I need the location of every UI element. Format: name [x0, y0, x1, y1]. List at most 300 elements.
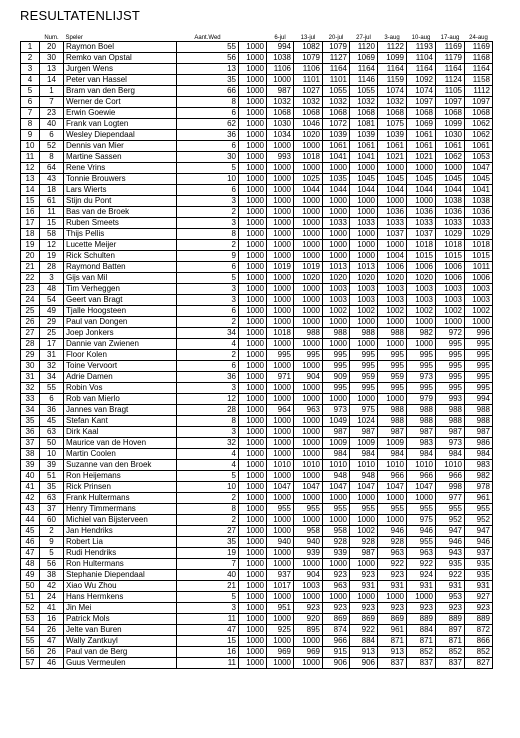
- rating-13-jul: 1000: [294, 416, 323, 427]
- rank-cell: 50: [21, 581, 40, 592]
- number-cell: 8: [40, 152, 64, 163]
- rating-24-aug: 935: [465, 559, 493, 570]
- rating-27-jul: 1041: [350, 152, 378, 163]
- start-rating-cell: 1000: [239, 482, 267, 493]
- rating-17-aug: 995: [436, 383, 465, 394]
- rank-cell: 7: [21, 108, 40, 119]
- rating-17-aug: 1018: [436, 240, 465, 251]
- games-count-cell: 4: [177, 339, 239, 350]
- table-row: [21, 273, 493, 284]
- rank-cell: 47: [21, 548, 40, 559]
- rating-20-jul: 1000: [323, 196, 350, 207]
- rating-6-jul: 1000: [267, 196, 294, 207]
- player-name-cell: Floor Kolen: [64, 350, 177, 361]
- start-rating-cell: 1000: [239, 273, 267, 284]
- rating-27-jul: 869: [350, 614, 378, 625]
- column-header: Speler: [65, 35, 83, 41]
- rating-10-aug: 987: [407, 427, 436, 438]
- rating-17-aug: 923: [436, 603, 465, 614]
- rating-13-jul: 1027: [294, 86, 323, 97]
- rating-27-jul: 995: [350, 361, 378, 372]
- rating-6-jul: 1000: [267, 251, 294, 262]
- rating-24-aug: 1038: [465, 196, 493, 207]
- rating-24-aug: 1000: [465, 317, 493, 328]
- number-cell: 30: [40, 53, 64, 64]
- rating-6-jul: 964: [267, 405, 294, 416]
- rating-17-aug: 1179: [436, 53, 465, 64]
- rating-13-jul: 1000: [294, 383, 323, 394]
- start-rating-cell: 1000: [239, 405, 267, 416]
- rating-27-jul: 1000: [350, 207, 378, 218]
- number-cell: 38: [40, 570, 64, 581]
- rating-20-jul: 1127: [323, 53, 350, 64]
- player-name-cell: Jelte van Buren: [64, 625, 177, 636]
- games-count-cell: 10: [177, 174, 239, 185]
- table-row: [21, 592, 493, 603]
- rating-24-aug: 984: [465, 449, 493, 460]
- player-name-cell: Robin Vos: [64, 383, 177, 394]
- rank-cell: 48: [21, 559, 40, 570]
- player-name-cell: Ruben Smeets: [64, 218, 177, 229]
- player-name-cell: Michiel van Bijsterveen: [64, 515, 177, 526]
- rating-27-jul: 975: [350, 405, 378, 416]
- rating-13-jul: 1046: [294, 119, 323, 130]
- table-row: [21, 174, 493, 185]
- rating-17-aug: 1003: [436, 295, 465, 306]
- rating-10-aug: 1061: [407, 141, 436, 152]
- rating-6-jul: 1000: [267, 229, 294, 240]
- rating-20-jul: 1010: [323, 460, 350, 471]
- rating-17-aug: 995: [436, 339, 465, 350]
- rank-cell: 2: [21, 53, 40, 64]
- rating-10-aug: 1068: [407, 108, 436, 119]
- rating-6-jul: 1038: [267, 53, 294, 64]
- start-rating-cell: 1000: [239, 658, 267, 669]
- rating-3-aug: 966: [378, 471, 407, 482]
- rating-27-jul: 1081: [350, 119, 378, 130]
- games-count-cell: 27: [177, 526, 239, 537]
- rank-cell: 1: [21, 42, 40, 53]
- rating-3-aug: 1000: [378, 515, 407, 526]
- table-row: [21, 240, 493, 251]
- start-rating-cell: 1000: [239, 295, 267, 306]
- rating-6-jul: 1000: [267, 471, 294, 482]
- rating-17-aug: 1164: [436, 64, 465, 75]
- table-row: [21, 361, 493, 372]
- number-cell: 51: [40, 471, 64, 482]
- number-cell: 42: [40, 581, 64, 592]
- player-name-cell: Maurice van de Hoven: [64, 438, 177, 449]
- number-cell: 16: [40, 614, 64, 625]
- rating-13-jul: 1000: [294, 658, 323, 669]
- number-cell: 40: [40, 119, 64, 130]
- start-rating-cell: 1000: [239, 284, 267, 295]
- rank-cell: 45: [21, 526, 40, 537]
- number-cell: 26: [40, 647, 64, 658]
- rating-3-aug: 1009: [378, 438, 407, 449]
- player-name-cell: Bas van de Broek: [64, 207, 177, 218]
- rank-cell: 26: [21, 317, 40, 328]
- rating-17-aug: 852: [436, 647, 465, 658]
- start-rating-cell: 1000: [239, 471, 267, 482]
- rating-13-jul: 1020: [294, 130, 323, 141]
- rating-17-aug: 977: [436, 493, 465, 504]
- number-cell: 3: [40, 273, 64, 284]
- rating-3-aug: 1099: [378, 53, 407, 64]
- table-row: [21, 75, 493, 86]
- rating-10-aug: 1036: [407, 207, 436, 218]
- rating-6-jul: 969: [267, 647, 294, 658]
- rating-24-aug: 1036: [465, 207, 493, 218]
- rating-17-aug: 987: [436, 427, 465, 438]
- games-count-cell: 2: [177, 515, 239, 526]
- rating-24-aug: 923: [465, 603, 493, 614]
- rating-13-jul: 969: [294, 647, 323, 658]
- rating-13-jul: 963: [294, 405, 323, 416]
- rating-6-jul: 951: [267, 603, 294, 614]
- rating-24-aug: 1006: [465, 273, 493, 284]
- rating-10-aug: 1000: [407, 493, 436, 504]
- number-cell: 18: [40, 185, 64, 196]
- rating-24-aug: 1041: [465, 185, 493, 196]
- rank-cell: 28: [21, 339, 40, 350]
- rating-17-aug: 1099: [436, 119, 465, 130]
- rank-cell: 37: [21, 438, 40, 449]
- rating-6-jul: 1000: [267, 658, 294, 669]
- rating-27-jul: 1009: [350, 438, 378, 449]
- rating-24-aug: 852: [465, 647, 493, 658]
- rating-10-aug: 995: [407, 350, 436, 361]
- rating-27-jul: 988: [350, 328, 378, 339]
- rating-27-jul: 995: [350, 350, 378, 361]
- rank-cell: 49: [21, 570, 40, 581]
- games-count-cell: 13: [177, 64, 239, 75]
- rating-27-jul: 1003: [350, 295, 378, 306]
- rating-6-jul: 1000: [267, 438, 294, 449]
- games-count-cell: 8: [177, 97, 239, 108]
- player-name-cell: Henry Timmermans: [64, 504, 177, 515]
- rating-10-aug: 1047: [407, 482, 436, 493]
- games-count-cell: 62: [177, 119, 239, 130]
- rating-13-jul: 1000: [294, 218, 323, 229]
- rating-24-aug: 1169: [465, 42, 493, 53]
- rating-10-aug: 1018: [407, 240, 436, 251]
- rating-20-jul: 963: [323, 581, 350, 592]
- number-cell: 48: [40, 284, 64, 295]
- rank-cell: 3: [21, 64, 40, 75]
- rating-3-aug: 1000: [378, 317, 407, 328]
- rank-cell: 5: [21, 86, 40, 97]
- start-rating-cell: 1000: [239, 603, 267, 614]
- rating-27-jul: 1000: [350, 317, 378, 328]
- column-header: [21, 33, 40, 42]
- number-cell: 32: [40, 361, 64, 372]
- rating-10-aug: 966: [407, 471, 436, 482]
- player-name-cell: Dirk Kaal: [64, 427, 177, 438]
- number-cell: 63: [40, 427, 64, 438]
- games-count-cell: 3: [177, 196, 239, 207]
- table-row: [21, 251, 493, 262]
- number-cell: 6: [40, 394, 64, 405]
- start-rating-cell: 1000: [239, 97, 267, 108]
- rating-27-jul: 1010: [350, 460, 378, 471]
- rating-10-aug: 1037: [407, 229, 436, 240]
- rank-cell: 57: [21, 658, 40, 669]
- rank-cell: 52: [21, 603, 40, 614]
- games-count-cell: 5: [177, 273, 239, 284]
- rating-27-jul: 1003: [350, 284, 378, 295]
- number-cell: 43: [40, 174, 64, 185]
- rating-10-aug: 852: [407, 647, 436, 658]
- rating-10-aug: 988: [407, 405, 436, 416]
- player-name-cell: Jurgen Wens: [64, 64, 177, 75]
- rating-10-aug: 983: [407, 438, 436, 449]
- rating-13-jul: 1010: [294, 460, 323, 471]
- rating-3-aug: 1037: [378, 229, 407, 240]
- rating-13-jul: 1000: [294, 196, 323, 207]
- rank-cell: 21: [21, 262, 40, 273]
- rating-24-aug: 827: [465, 658, 493, 669]
- player-name-cell: Paul van Dongen: [64, 317, 177, 328]
- rating-13-jul: 895: [294, 625, 323, 636]
- table-row: [21, 537, 493, 548]
- games-count-cell: 3: [177, 284, 239, 295]
- player-name-cell: Xiao Wu Zhou: [64, 581, 177, 592]
- games-count-cell: 21: [177, 581, 239, 592]
- number-cell: 50: [40, 438, 64, 449]
- table-row: [21, 482, 493, 493]
- rating-17-aug: 931: [436, 581, 465, 592]
- rating-17-aug: 889: [436, 614, 465, 625]
- games-count-cell: 8: [177, 416, 239, 427]
- rating-27-jul: 1068: [350, 108, 378, 119]
- rating-27-jul: 1045: [350, 174, 378, 185]
- rating-6-jul: 1030: [267, 119, 294, 130]
- player-name-cell: Martin Coolen: [64, 449, 177, 460]
- rating-24-aug: 1097: [465, 97, 493, 108]
- rank-cell: 29: [21, 350, 40, 361]
- rank-cell: 11: [21, 152, 40, 163]
- rating-17-aug: 1002: [436, 306, 465, 317]
- games-count-cell: 2: [177, 317, 239, 328]
- rating-10-aug: 975: [407, 515, 436, 526]
- number-cell: 36: [40, 405, 64, 416]
- games-count-cell: 3: [177, 218, 239, 229]
- rating-10-aug: 1002: [407, 306, 436, 317]
- rating-13-jul: 1106: [294, 64, 323, 75]
- player-name-cell: Toine Vervoort: [64, 361, 177, 372]
- rating-17-aug: 1036: [436, 207, 465, 218]
- table-row: [21, 526, 493, 537]
- games-count-cell: 9: [177, 251, 239, 262]
- rating-13-jul: 1000: [294, 449, 323, 460]
- rating-17-aug: 1033: [436, 218, 465, 229]
- games-count-cell: 3: [177, 295, 239, 306]
- rating-10-aug: 1003: [407, 284, 436, 295]
- rating-27-jul: 987: [350, 427, 378, 438]
- rating-3-aug: 987: [378, 427, 407, 438]
- rating-10-aug: 923: [407, 603, 436, 614]
- number-cell: 5: [40, 548, 64, 559]
- rating-6-jul: 1000: [267, 284, 294, 295]
- rating-24-aug: 996: [465, 328, 493, 339]
- column-header: 6-jul: [274, 35, 286, 41]
- rating-13-jul: 1000: [294, 141, 323, 152]
- rank-cell: 17: [21, 218, 40, 229]
- start-rating-cell: 1000: [239, 636, 267, 647]
- rating-20-jul: 984: [323, 449, 350, 460]
- rating-3-aug: 959: [378, 372, 407, 383]
- number-cell: 61: [40, 196, 64, 207]
- games-count-cell: 4: [177, 460, 239, 471]
- table-row: [21, 625, 493, 636]
- rating-13-jul: 939: [294, 548, 323, 559]
- rating-24-aug: 872: [465, 625, 493, 636]
- start-rating-cell: 1000: [239, 119, 267, 130]
- rating-20-jul: 1044: [323, 185, 350, 196]
- rating-3-aug: 1045: [378, 174, 407, 185]
- start-rating-cell: 1000: [239, 53, 267, 64]
- rating-3-aug: 928: [378, 537, 407, 548]
- rating-13-jul: 1000: [294, 559, 323, 570]
- rating-20-jul: 1047: [323, 482, 350, 493]
- rating-13-jul: 1000: [294, 471, 323, 482]
- rating-3-aug: 1000: [378, 196, 407, 207]
- rating-10-aug: 1010: [407, 460, 436, 471]
- rating-17-aug: 1010: [436, 460, 465, 471]
- rating-27-jul: 995: [350, 383, 378, 394]
- rating-20-jul: 928: [323, 537, 350, 548]
- rating-10-aug: 979: [407, 394, 436, 405]
- rating-17-aug: 947: [436, 526, 465, 537]
- rank-cell: 46: [21, 537, 40, 548]
- rating-17-aug: 952: [436, 515, 465, 526]
- rank-cell: 40: [21, 471, 40, 482]
- rating-3-aug: 1068: [378, 108, 407, 119]
- rank-cell: 42: [21, 493, 40, 504]
- rank-cell: 18: [21, 229, 40, 240]
- rating-6-jul: 1019: [267, 262, 294, 273]
- player-name-cell: Gijs van Mil: [64, 273, 177, 284]
- rating-24-aug: 995: [465, 339, 493, 350]
- rating-13-jul: 1032: [294, 97, 323, 108]
- rating-6-jul: 1034: [267, 130, 294, 141]
- games-count-cell: 5: [177, 163, 239, 174]
- rating-20-jul: 1000: [323, 592, 350, 603]
- start-rating-cell: 1000: [239, 42, 267, 53]
- number-cell: 12: [40, 240, 64, 251]
- column-header: Num.: [44, 35, 59, 41]
- games-count-cell: 12: [177, 394, 239, 405]
- rating-24-aug: 1033: [465, 218, 493, 229]
- rating-24-aug: 978: [465, 482, 493, 493]
- rank-cell: 43: [21, 504, 40, 515]
- header-row: [21, 33, 493, 42]
- rating-3-aug: 913: [378, 647, 407, 658]
- player-name-cell: Tim Verheggen: [64, 284, 177, 295]
- number-cell: 19: [40, 251, 64, 262]
- table-row: [21, 614, 493, 625]
- table-row: [21, 130, 493, 141]
- number-cell: 15: [40, 218, 64, 229]
- rating-3-aug: 1010: [378, 460, 407, 471]
- rating-3-aug: 1004: [378, 251, 407, 262]
- games-count-cell: 2: [177, 207, 239, 218]
- player-name-cell: Stefan Kant: [64, 416, 177, 427]
- rating-20-jul: 987: [323, 427, 350, 438]
- rating-20-jul: 1003: [323, 284, 350, 295]
- rating-13-jul: 958: [294, 526, 323, 537]
- start-rating-cell: 1000: [239, 537, 267, 548]
- games-count-cell: 15: [177, 636, 239, 647]
- rating-10-aug: 884: [407, 625, 436, 636]
- start-rating-cell: 1000: [239, 218, 267, 229]
- rating-27-jul: 1024: [350, 416, 378, 427]
- games-count-cell: 35: [177, 75, 239, 86]
- rating-27-jul: 906: [350, 658, 378, 669]
- rating-20-jul: 948: [323, 471, 350, 482]
- start-rating-cell: 1000: [239, 262, 267, 273]
- rating-13-jul: 1000: [294, 251, 323, 262]
- rating-13-jul: 1082: [294, 42, 323, 53]
- rating-17-aug: 1097: [436, 97, 465, 108]
- player-name-cell: Lucette Meijer: [64, 240, 177, 251]
- rating-3-aug: 871: [378, 636, 407, 647]
- games-count-cell: 40: [177, 570, 239, 581]
- rating-20-jul: 915: [323, 647, 350, 658]
- number-cell: 47: [40, 636, 64, 647]
- rating-3-aug: 1159: [378, 75, 407, 86]
- rating-10-aug: 946: [407, 526, 436, 537]
- rank-cell: 36: [21, 427, 40, 438]
- rating-27-jul: 1055: [350, 86, 378, 97]
- player-name-cell: Werner de Cort: [64, 97, 177, 108]
- column-header: 20-jul: [328, 35, 344, 41]
- rank-cell: 13: [21, 174, 40, 185]
- rating-13-jul: 1000: [294, 339, 323, 350]
- player-name-cell: Frank Hultermans: [64, 493, 177, 504]
- player-name-cell: Ron Hultermans: [64, 559, 177, 570]
- rating-13-jul: 955: [294, 504, 323, 515]
- rating-17-aug: 1068: [436, 108, 465, 119]
- start-rating-cell: 1000: [239, 592, 267, 603]
- games-count-cell: 10: [177, 482, 239, 493]
- rating-13-jul: 1000: [294, 515, 323, 526]
- games-count-cell: 66: [177, 86, 239, 97]
- column-header: 27-jul: [356, 35, 371, 41]
- start-rating-cell: 1000: [239, 570, 267, 581]
- column-header: Aant.Wed: [194, 35, 221, 41]
- column-header: 3-aug: [384, 35, 400, 41]
- rating-27-jul: 1069: [350, 53, 378, 64]
- rating-20-jul: 1002: [323, 306, 350, 317]
- rating-27-jul: 1120: [350, 42, 378, 53]
- rating-20-jul: 1055: [323, 86, 350, 97]
- rating-24-aug: 1062: [465, 119, 493, 130]
- rating-20-jul: 1000: [323, 559, 350, 570]
- rating-6-jul: 1000: [267, 141, 294, 152]
- games-count-cell: 55: [177, 42, 239, 53]
- rank-cell: 31: [21, 372, 40, 383]
- rating-24-aug: 982: [465, 471, 493, 482]
- start-rating-cell: 1000: [239, 449, 267, 460]
- rank-cell: 4: [21, 75, 40, 86]
- rating-10-aug: 1000: [407, 317, 436, 328]
- player-name-cell: Robert Lia: [64, 537, 177, 548]
- rating-17-aug: 995: [436, 361, 465, 372]
- rating-27-jul: 955: [350, 504, 378, 515]
- page-title: RESULTATENLIJST: [20, 8, 141, 23]
